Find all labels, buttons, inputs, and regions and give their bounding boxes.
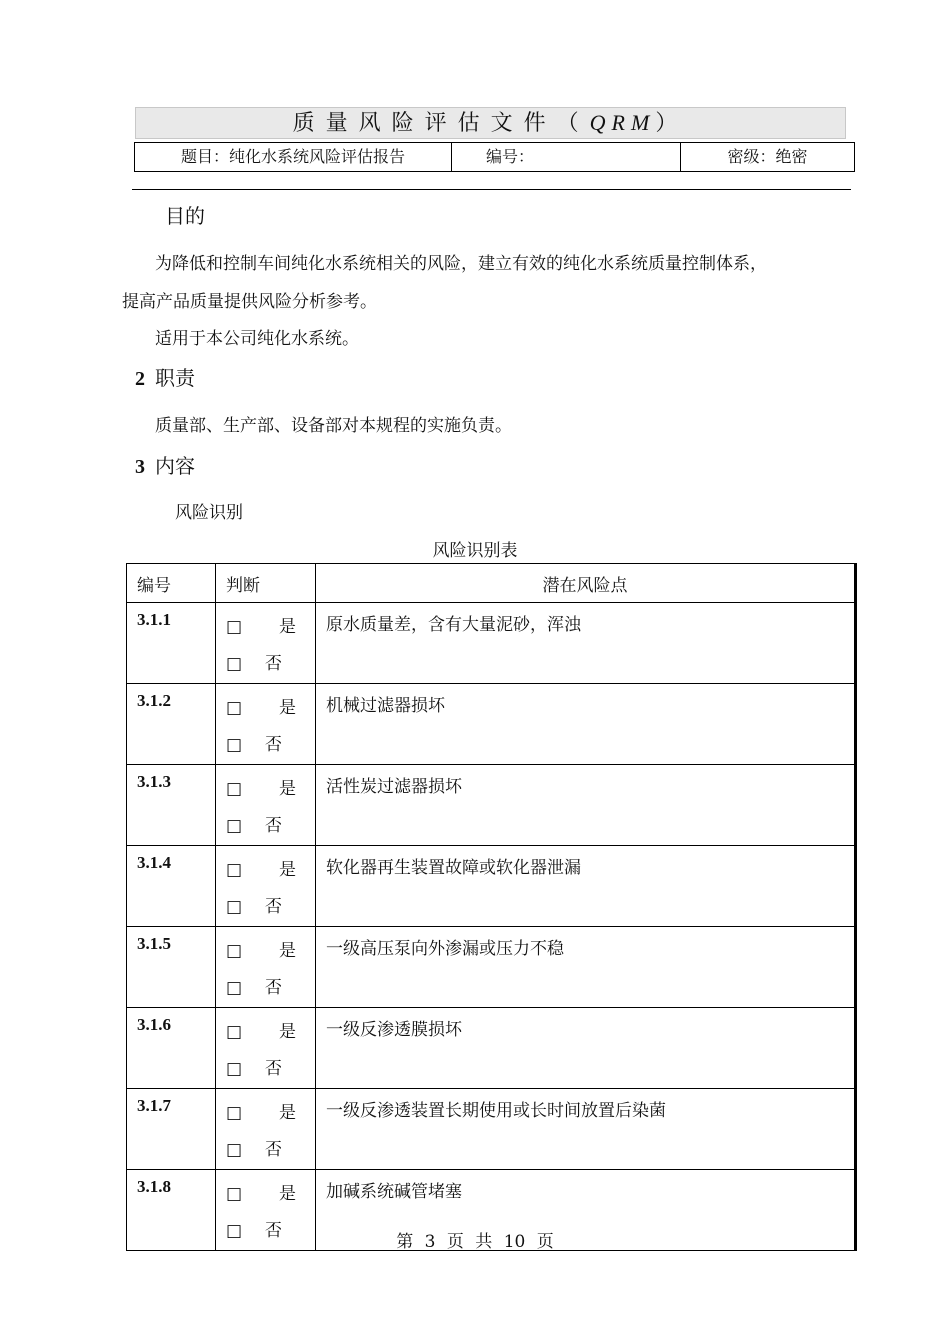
no-label: 否	[265, 897, 282, 917]
header-number: 编号	[127, 564, 216, 603]
no-label: 否	[265, 654, 282, 674]
risk-identification-table	[126, 563, 857, 1251]
row-number: 3.1.8	[137, 1177, 171, 1196]
security-cell: 密级：绝密	[727, 147, 808, 166]
no-checkbox[interactable]: □	[226, 1221, 243, 1241]
row-judgement-cell	[216, 927, 316, 1008]
row-number-cell	[127, 684, 216, 765]
row-judgement-cell	[216, 1089, 316, 1170]
table-row	[127, 603, 856, 684]
row-number-cell	[127, 1089, 216, 1170]
row-number-cell	[127, 1008, 216, 1089]
yes-checkbox[interactable]: □	[226, 1184, 243, 1204]
yes-checkbox[interactable]: □	[226, 779, 243, 799]
document-title	[135, 107, 846, 139]
row-risk-text: 软化器再生装置故障或软化器泄漏	[326, 858, 581, 878]
section2-text: 质量部、生产部、设备部对本规程的实施负责。	[155, 416, 512, 436]
page-footer: 第 3 页 共 10 页	[396, 1232, 554, 1252]
row-judgement-cell	[216, 846, 316, 927]
row-number: 3.1.5	[137, 934, 171, 953]
row-judgement-cell	[216, 1008, 316, 1089]
row-number: 3.1.6	[137, 1015, 171, 1034]
row-risk-cell	[316, 765, 856, 846]
row-risk-cell	[316, 927, 856, 1008]
row-number: 3.1.7	[137, 1096, 171, 1115]
row-number: 3.1.1	[137, 610, 171, 629]
row-judgement-cell	[216, 603, 316, 684]
section2-title: 职责	[155, 366, 195, 390]
row-number: 3.1.4	[137, 853, 171, 872]
yes-checkbox[interactable]: □	[226, 860, 243, 880]
row-risk-text: 一级高压泵向外渗漏或压力不稳	[326, 939, 564, 959]
row-number-cell	[127, 846, 216, 927]
yes-label: 是	[279, 1103, 296, 1123]
section2-number: 2	[135, 368, 145, 390]
row-risk-cell	[316, 846, 856, 927]
row-judgement-cell	[216, 765, 316, 846]
yes-checkbox[interactable]: □	[226, 698, 243, 718]
number-cell: 编号：	[452, 143, 681, 171]
no-checkbox[interactable]: □	[226, 1059, 243, 1079]
header-divider	[132, 189, 851, 190]
section3-heading	[135, 450, 195, 479]
subject-cell: 题目：纯化水系统风险评估报告	[135, 143, 452, 171]
no-label: 否	[265, 1140, 282, 1160]
yes-checkbox[interactable]: □	[226, 941, 243, 961]
title-qrm: QRM	[589, 110, 656, 135]
row-number-cell	[127, 927, 216, 1008]
title-close: ）	[655, 111, 689, 136]
yes-label: 是	[279, 860, 296, 880]
table-row	[127, 846, 856, 927]
row-risk-text: 活性炭过滤器损坏	[326, 777, 462, 797]
no-label: 否	[265, 735, 282, 755]
row-risk-cell	[316, 1089, 856, 1170]
section1-para1-line2: 提高产品质量提供风险分析参考。	[122, 292, 377, 312]
section1-para1-line1: 为降低和控制车间纯化水系统相关的风险，建立有效的纯化水系统质量控制体系，	[155, 254, 767, 274]
yes-checkbox[interactable]: □	[226, 617, 243, 637]
table-header-row	[127, 564, 856, 603]
table-caption: 风险识别表	[432, 541, 518, 561]
table-row	[127, 927, 856, 1008]
no-label: 否	[265, 816, 282, 836]
row-risk-cell	[316, 603, 856, 684]
header-info-table	[134, 142, 855, 172]
table-row	[127, 684, 856, 765]
header-risk-point: 潜在风险点	[316, 564, 856, 603]
row-risk-text: 一级反渗透膜损坏	[326, 1020, 462, 1040]
no-checkbox[interactable]: □	[226, 735, 243, 755]
no-label: 否	[265, 978, 282, 998]
row-number: 3.1.3	[137, 772, 171, 791]
no-checkbox[interactable]: □	[226, 978, 243, 998]
yes-label: 是	[279, 941, 296, 961]
yes-label: 是	[279, 617, 296, 637]
no-checkbox[interactable]: □	[226, 1140, 243, 1160]
yes-label: 是	[279, 1022, 296, 1042]
row-number-cell	[127, 603, 216, 684]
table-body	[127, 603, 856, 1251]
row-risk-text: 加碱系统碱管堵塞	[326, 1182, 462, 1202]
row-risk-text: 原水质量差，含有大量泥砂，浑浊	[326, 615, 581, 635]
table-row	[127, 1089, 856, 1170]
yes-checkbox[interactable]: □	[226, 1022, 243, 1042]
section3-title: 内容	[155, 454, 195, 478]
row-risk-text: 机械过滤器损坏	[326, 696, 445, 716]
header-judgement: 判断	[216, 564, 316, 603]
section3-number: 3	[135, 456, 145, 478]
yes-label: 是	[279, 779, 296, 799]
section3-subheading: 风险识别	[175, 503, 243, 523]
table-row	[127, 765, 856, 846]
yes-label: 是	[279, 1184, 296, 1204]
section1-para2: 适用于本公司纯化水系统。	[155, 329, 359, 349]
row-judgement-cell	[216, 684, 316, 765]
section2-heading	[135, 362, 195, 391]
row-risk-cell	[316, 684, 856, 765]
table-row	[127, 1008, 856, 1089]
no-checkbox[interactable]: □	[226, 654, 243, 674]
no-checkbox[interactable]: □	[226, 897, 243, 917]
yes-label: 是	[279, 698, 296, 718]
row-number-cell	[127, 765, 216, 846]
yes-checkbox[interactable]: □	[226, 1103, 243, 1123]
title-text: 质量风险评估文件（	[292, 111, 590, 136]
section1-heading: 目的	[165, 204, 205, 228]
no-label: 否	[265, 1059, 282, 1079]
row-risk-text: 一级反渗透装置长期使用或长时间放置后染菌	[326, 1101, 666, 1121]
row-risk-cell	[316, 1008, 856, 1089]
row-number: 3.1.2	[137, 691, 171, 710]
no-checkbox[interactable]: □	[226, 816, 243, 836]
no-label: 否	[265, 1221, 282, 1241]
